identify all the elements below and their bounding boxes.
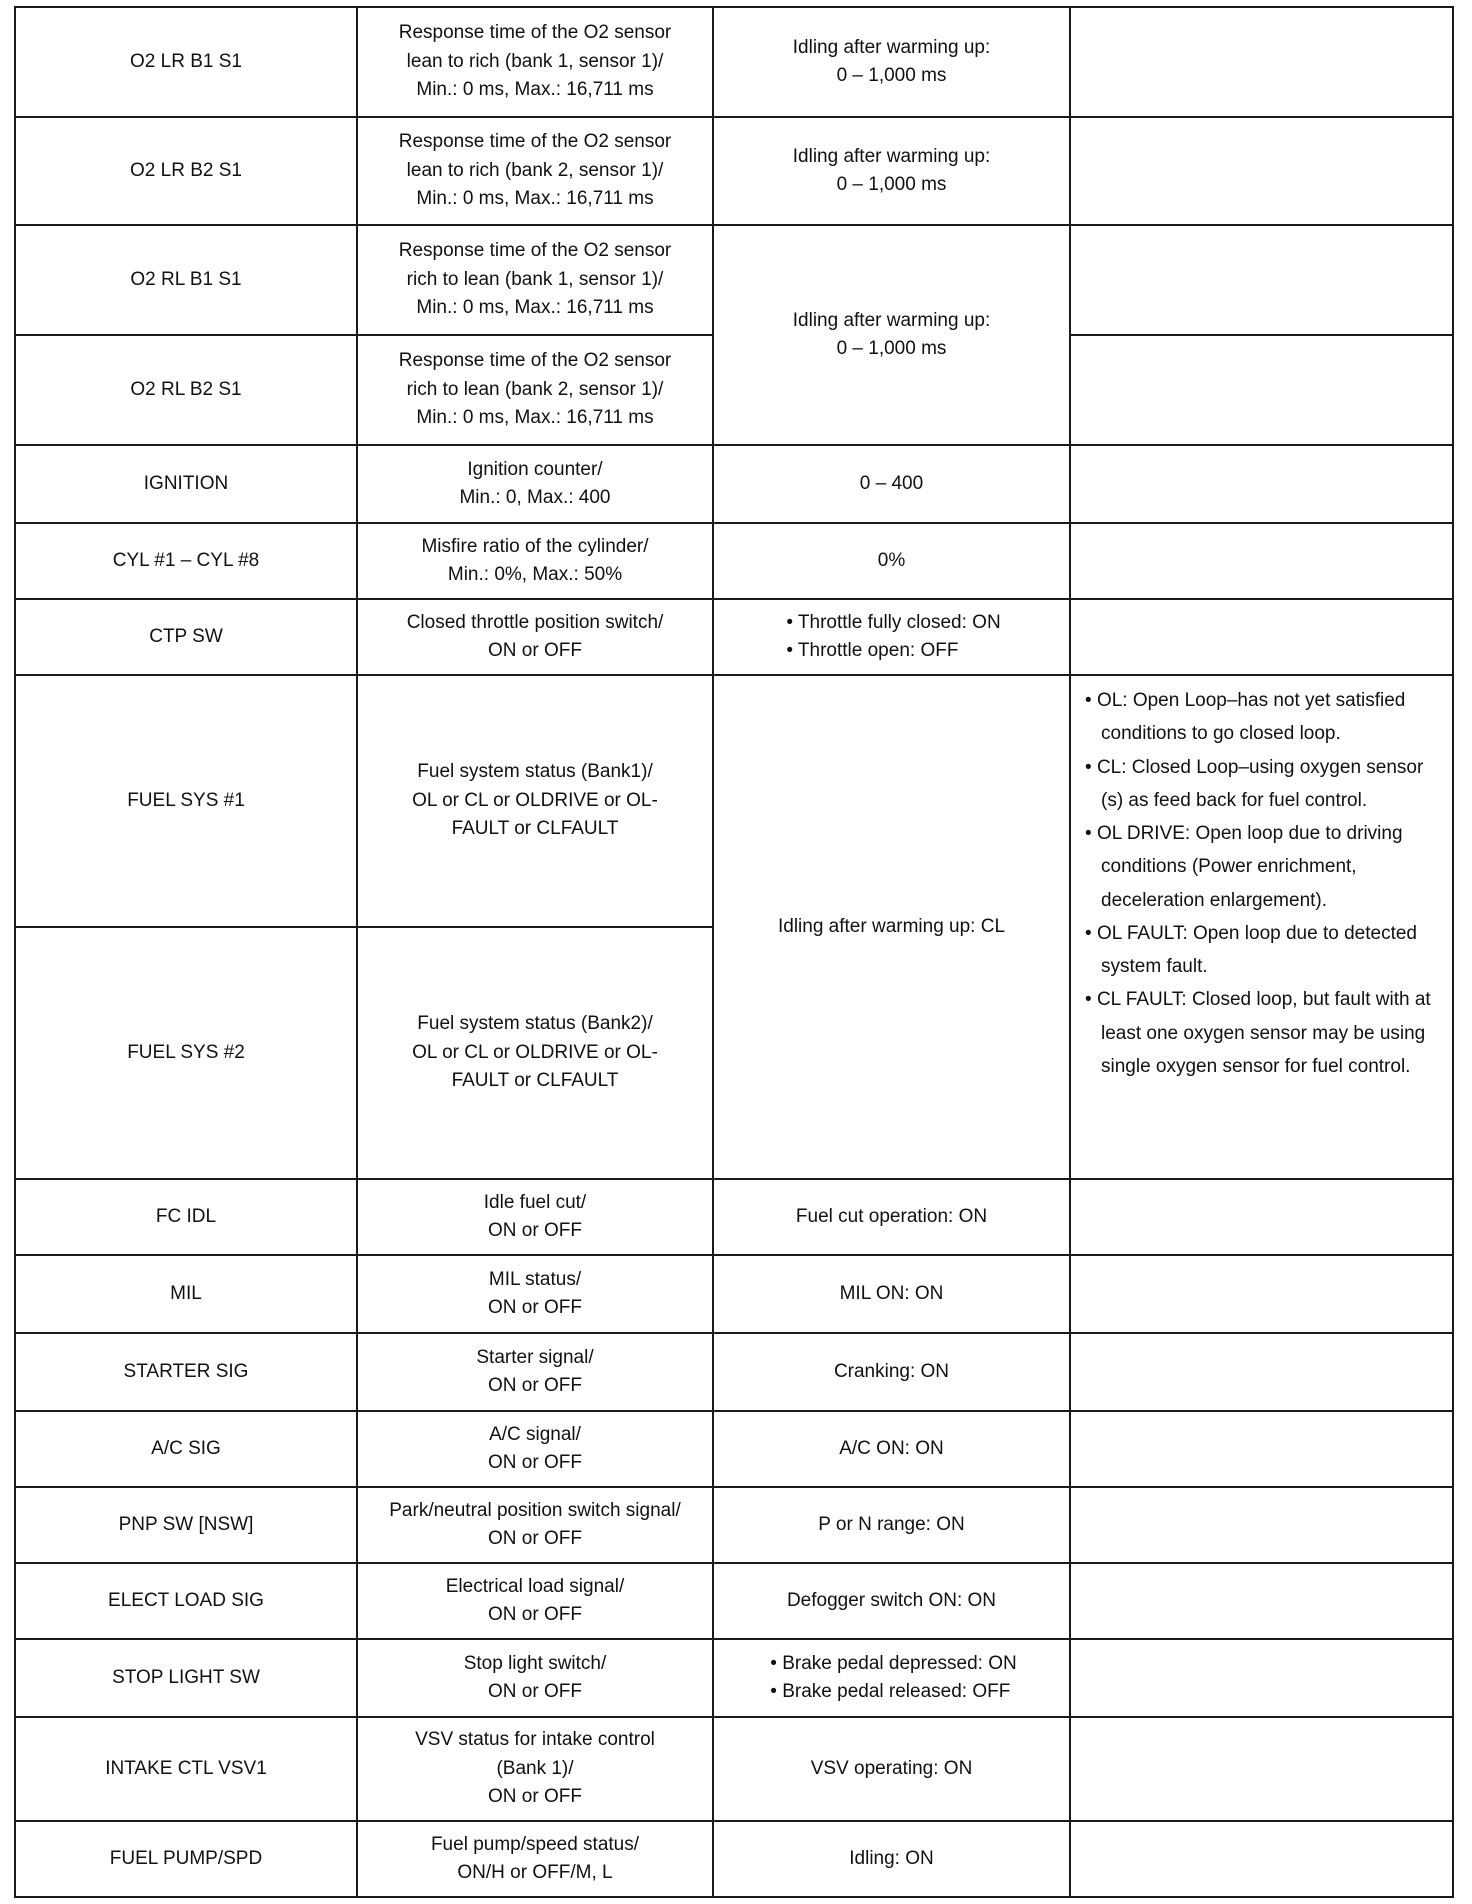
condition-cell: Idling after warming up: 0 – 1,000 ms — [713, 7, 1070, 117]
condition-cell: MIL ON: ON — [713, 1255, 1070, 1333]
table-row — [15, 1411, 1453, 1487]
condition-cell: Cranking: ON — [713, 1333, 1070, 1411]
notes-cell — [1070, 1333, 1453, 1411]
condition-cell: Idling after warming up: 0 – 1,000 ms — [713, 225, 1070, 445]
description-cell: Park/neutral position switch signal/ ON or OFF — [357, 1487, 713, 1563]
condition-cell: Idling after warming up: CL — [713, 675, 1070, 1179]
description-cell: Starter signal/ ON or OFF — [357, 1333, 713, 1411]
item-cell: CTP SW — [15, 599, 357, 675]
description-cell: Response time of the O2 sensor lean to rich (bank 2, sensor 1)/ Min.: 0 ms, Max.: 16,711 ms — [357, 117, 713, 225]
notes-cell — [1070, 445, 1453, 523]
item-cell: MIL — [15, 1255, 357, 1333]
notes-cell — [1070, 1411, 1453, 1487]
description-cell: A/C signal/ ON or OFF — [357, 1411, 713, 1487]
table-row — [15, 1563, 1453, 1639]
item-cell: O2 LR B2 S1 — [15, 117, 357, 225]
table-row — [15, 445, 1453, 523]
condition-cell: Idling after warming up: 0 – 1,000 ms — [713, 117, 1070, 225]
notes-cell — [1070, 599, 1453, 675]
notes-cell — [1070, 1563, 1453, 1639]
condition-cell — [713, 599, 1070, 675]
item-cell: CYL #1 – CYL #8 — [15, 523, 357, 599]
bullet-item: • Throttle fully closed: ON — [786, 611, 1001, 633]
item-cell: FUEL SYS #1 — [15, 675, 357, 927]
bullet-item: • OL: Open Loop–has not yet satisfied conditions to go closed loop. — [1085, 690, 1406, 745]
item-cell: STARTER SIG — [15, 1333, 357, 1411]
description-cell: Electrical load signal/ ON or OFF — [357, 1563, 713, 1639]
notes-cell — [1070, 335, 1453, 445]
bullet-item: • Brake pedal released: OFF — [770, 1681, 1011, 1702]
condition-cell: 0% — [713, 523, 1070, 599]
table-row — [15, 523, 1453, 599]
table-row — [15, 7, 1453, 117]
item-cell: FUEL SYS #2 — [15, 927, 357, 1179]
description-cell: Response time of the O2 sensor rich to lean (bank 1, sensor 1)/ Min.: 0 ms, Max.: 16,711 ms — [357, 225, 713, 335]
condition-cell — [713, 1639, 1070, 1717]
condition-cell: 0 – 400 — [713, 445, 1070, 523]
item-cell: O2 RL B1 S1 — [15, 225, 357, 335]
table-row — [15, 1821, 1453, 1897]
condition-cell: VSV operating: ON — [713, 1717, 1070, 1821]
item-cell: O2 LR B1 S1 — [15, 7, 357, 117]
notes-cell — [1070, 225, 1453, 335]
description-cell: VSV status for intake control (Bank 1)/ ON or OFF — [357, 1717, 713, 1821]
item-cell: IGNITION — [15, 445, 357, 523]
bullet-item: • Throttle open: OFF — [786, 640, 959, 661]
bullet-item: • CL: Closed Loop–using oxygen sensor (s) as feed back for fuel control. — [1085, 756, 1424, 811]
notes-cell — [1070, 523, 1453, 599]
description-cell: Response time of the O2 sensor rich to lean (bank 2, sensor 1)/ Min.: 0 ms, Max.: 16,711 ms — [357, 335, 713, 445]
condition-cell: Idling: ON — [713, 1821, 1070, 1897]
table-row — [15, 1179, 1453, 1255]
table-row — [15, 117, 1453, 225]
bullet-item: • CL FAULT: Closed loop, but fault with at least one oxygen sensor may be using single oxygen sensor for fuel control. — [1085, 989, 1431, 1077]
notes-cell — [1070, 1639, 1453, 1717]
table-row — [15, 599, 1453, 675]
notes-cell — [1070, 1821, 1453, 1897]
table-row — [15, 1333, 1453, 1411]
notes-cell — [1070, 1487, 1453, 1563]
data-list-table — [14, 6, 1454, 1898]
description-cell: Fuel system status (Bank1)/ OL or CL or OLDRIVE or OL- FAULT or CLFAULT — [357, 675, 713, 927]
description-cell: Stop light switch/ ON or OFF — [357, 1639, 713, 1717]
item-cell: O2 RL B2 S1 — [15, 335, 357, 445]
table-row — [15, 675, 1453, 927]
notes-cell — [1070, 7, 1453, 117]
table-row — [15, 225, 1453, 335]
item-cell: PNP SW [NSW] — [15, 1487, 357, 1563]
bullet-item: • OL DRIVE: Open loop due to driving conditions (Power enrichment, deceleration enlargement). — [1085, 823, 1403, 911]
notes-cell — [1070, 1255, 1453, 1333]
table-row — [15, 1639, 1453, 1717]
item-cell: INTAKE CTL VSV1 — [15, 1717, 357, 1821]
table-row — [15, 1487, 1453, 1563]
description-cell: Closed throttle position switch/ ON or OFF — [357, 599, 713, 675]
description-cell: MIL status/ ON or OFF — [357, 1255, 713, 1333]
description-cell: Ignition counter/ Min.: 0, Max.: 400 — [357, 445, 713, 523]
item-cell: FC IDL — [15, 1179, 357, 1255]
table-row — [15, 1255, 1453, 1333]
condition-cell: A/C ON: ON — [713, 1411, 1070, 1487]
notes-cell — [1070, 675, 1453, 1179]
bullet-item: • OL FAULT: Open loop due to detected system fault. — [1085, 922, 1417, 977]
condition-cell: P or N range: ON — [713, 1487, 1070, 1563]
condition-cell: Defogger switch ON: ON — [713, 1563, 1070, 1639]
notes-cell — [1070, 1717, 1453, 1821]
notes-cell — [1070, 117, 1453, 225]
item-cell: ELECT LOAD SIG — [15, 1563, 357, 1639]
condition-cell: Fuel cut operation: ON — [713, 1179, 1070, 1255]
notes-cell — [1070, 1179, 1453, 1255]
description-cell: Fuel pump/speed status/ ON/H or OFF/M, L — [357, 1821, 713, 1897]
item-cell: FUEL PUMP/SPD — [15, 1821, 357, 1897]
item-cell: A/C SIG — [15, 1411, 357, 1487]
item-cell: STOP LIGHT SW — [15, 1639, 357, 1717]
description-cell: Idle fuel cut/ ON or OFF — [357, 1179, 713, 1255]
description-cell: Fuel system status (Bank2)/ OL or CL or OLDRIVE or OL- FAULT or CLFAULT — [357, 927, 713, 1179]
description-cell: Misfire ratio of the cylinder/ Min.: 0%, Max.: 50% — [357, 523, 713, 599]
bullet-item: • Brake pedal depressed: ON — [770, 1652, 1017, 1674]
table-row — [15, 1717, 1453, 1821]
description-cell: Response time of the O2 sensor lean to rich (bank 1, sensor 1)/ Min.: 0 ms, Max.: 16,711 ms — [357, 7, 713, 117]
